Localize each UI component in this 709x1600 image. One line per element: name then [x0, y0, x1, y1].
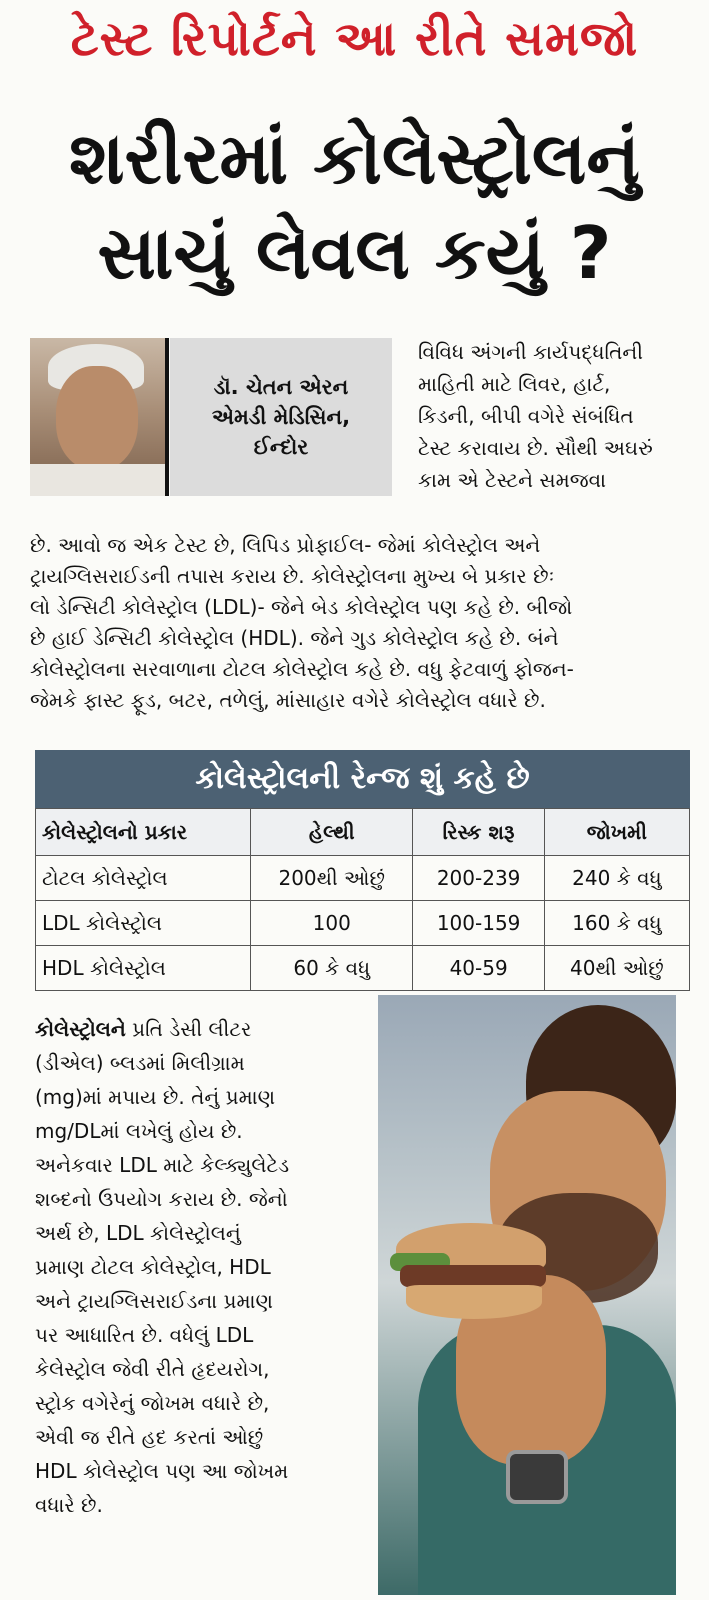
column-header: રિસ્ક શરૂ	[413, 809, 544, 856]
text-line: પર આધારિત છે. વધેલું LDL	[35, 1323, 254, 1347]
kicker-title: ટેસ્ટ રિપોર્ટને આ રીતે સમજો	[70, 11, 639, 67]
lead-word: કોલેસ્ટ્રોલને	[35, 1017, 126, 1041]
text-line: છે હાઈ ડેન્સિટી કોલેસ્ટ્રોલ (HDL). જેને ગુડ કોલેસ્ટ્રોલ કહે છે. બંને	[30, 626, 559, 650]
author-name: ડૉ. ચેતન એરન	[213, 375, 349, 399]
table-cell: 100-159	[413, 901, 544, 946]
table-row	[36, 856, 690, 901]
table-cell: 240 કે વધુ	[544, 856, 689, 901]
table-cell: HDL કોલેસ્ટ્રોલ	[36, 946, 251, 991]
text-line: અર્થ છે, LDL કોલેસ્ટ્રોલનું	[35, 1221, 241, 1245]
headline-line-1: શરીરમાં કોલેસ્ટ્રોલનું	[69, 116, 640, 200]
table-header-row	[36, 809, 690, 856]
author-city: ઈન્દોર	[253, 435, 309, 459]
text-line: (mg)માં મપાય છે. તેનું પ્રમાણ	[35, 1085, 276, 1109]
text-line: (ડીએલ) બ્લડમાં મિલીગ્રામ	[35, 1051, 245, 1075]
text-line: પ્રમાણ ટોટલ કોલેસ્ટ્રોલ, HDL	[35, 1255, 271, 1279]
table-cell: ટોટલ કોલેસ્ટ્રોલ	[36, 856, 251, 901]
author-photo	[30, 338, 169, 496]
text-line: લો ડેન્સિટી કોલેસ્ટ્રોલ (LDL)- જેને બેડ કોલેસ્ટ્રોલ પણ કહે છે. બીજો	[30, 595, 573, 619]
text-line: છે. આવો જ એક ટેસ્ટ છે, લિપિડ પ્રોફાઈલ- જેમાં કોલેસ્ટ્રોલ અને	[30, 533, 541, 557]
table-title: કોલેસ્ટ્રોલની રેન્જ શું કહે છે	[35, 750, 690, 808]
table-cell: LDL કોલેસ્ટ્રોલ	[36, 901, 251, 946]
text-fragment: પ્રતિ ડેસી લીટર	[125, 1017, 252, 1041]
text-line: HDL કોલેસ્ટ્રોલ પણ આ જોખમ	[35, 1459, 289, 1483]
text-line: વિવિધ અંગની કાર્યપદ્ધતિની	[418, 340, 643, 364]
headline-line-2: સાચું લેવલ કયું ?	[97, 211, 612, 295]
table-cell: 200થી ઓછું	[250, 856, 412, 901]
text-line: માહિતી માટે લિવર, હાર્ટ,	[418, 372, 611, 396]
text-line: જેમકે ફાસ્ટ ફૂડ, બટર, તળેલું, માંસાહાર વગેરે કોલેસ્ટ્રોલ વધારે છે.	[30, 688, 546, 712]
text-line: ટેસ્ટ કરાવાય છે. સૌથી અઘરું	[418, 436, 653, 460]
text-line	[35, 1012, 380, 1046]
text-line: ટ્રાયગ્લિસરાઈડની તપાસ કરાય છે. કોલેસ્ટ્રોલના મુખ્ય બે પ્રકાર છેઃ	[30, 564, 555, 588]
table-cell: 100	[250, 901, 412, 946]
man-eating-burger-photo	[378, 995, 676, 1595]
text-line: કિડની, બીપી વગેરે સંબંધિત	[418, 404, 634, 428]
table-cell: 160 કે વધુ	[544, 901, 689, 946]
text-line: કેલેસ્ટ્રોલ જેવી રીતે હૃદયરોગ,	[35, 1357, 270, 1381]
text-line: એવી જ રીતે હદ કરતાં ઓછું	[35, 1425, 264, 1449]
text-line: શબ્દનો ઉપયોગ કરાય છે. જેનો	[35, 1187, 288, 1211]
author-degree: એમડી મેડિસિન,	[211, 405, 351, 429]
text-line: કામ એ ટેસ્ટને સમજવા	[418, 468, 606, 492]
text-line: સ્ટ્રોક વગેરેનું જોખમ વધારે છે,	[35, 1391, 270, 1415]
body-column	[35, 1012, 380, 1522]
table-cell: 60 કે વધુ	[250, 946, 412, 991]
table-cell: 200-239	[413, 856, 544, 901]
cholesterol-range-table	[35, 750, 690, 991]
author-byline	[170, 338, 392, 496]
column-header: કોલેસ્ટ્રોલનો પ્રકાર	[36, 809, 251, 856]
intro-paragraph	[30, 530, 690, 716]
column-header: હેલ્થી	[250, 809, 412, 856]
column-header: જોખમી	[544, 809, 689, 856]
table-row	[36, 901, 690, 946]
intro-side-column	[418, 336, 690, 496]
text-line: અનેકવાર LDL માટે કેલ્ક્યુલેટેડ	[35, 1153, 290, 1177]
text-line: mg/DLમાં લખેલું હોય છે.	[35, 1119, 243, 1143]
table-row	[36, 946, 690, 991]
text-line: વધારે છે.	[35, 1493, 103, 1517]
table-cell: 40-59	[413, 946, 544, 991]
text-line: કોલેસ્ટ્રોલના સરવાળાના ટોટલ કોલેસ્ટ્રોલ કહે છે. વધુ ફેટવાળું ફોજન-	[30, 657, 574, 681]
table-cell: 40થી ઓછું	[544, 946, 689, 991]
text-line: અને ટ્રાયગ્લિસરાઈડના પ્રમાણ	[35, 1289, 273, 1313]
